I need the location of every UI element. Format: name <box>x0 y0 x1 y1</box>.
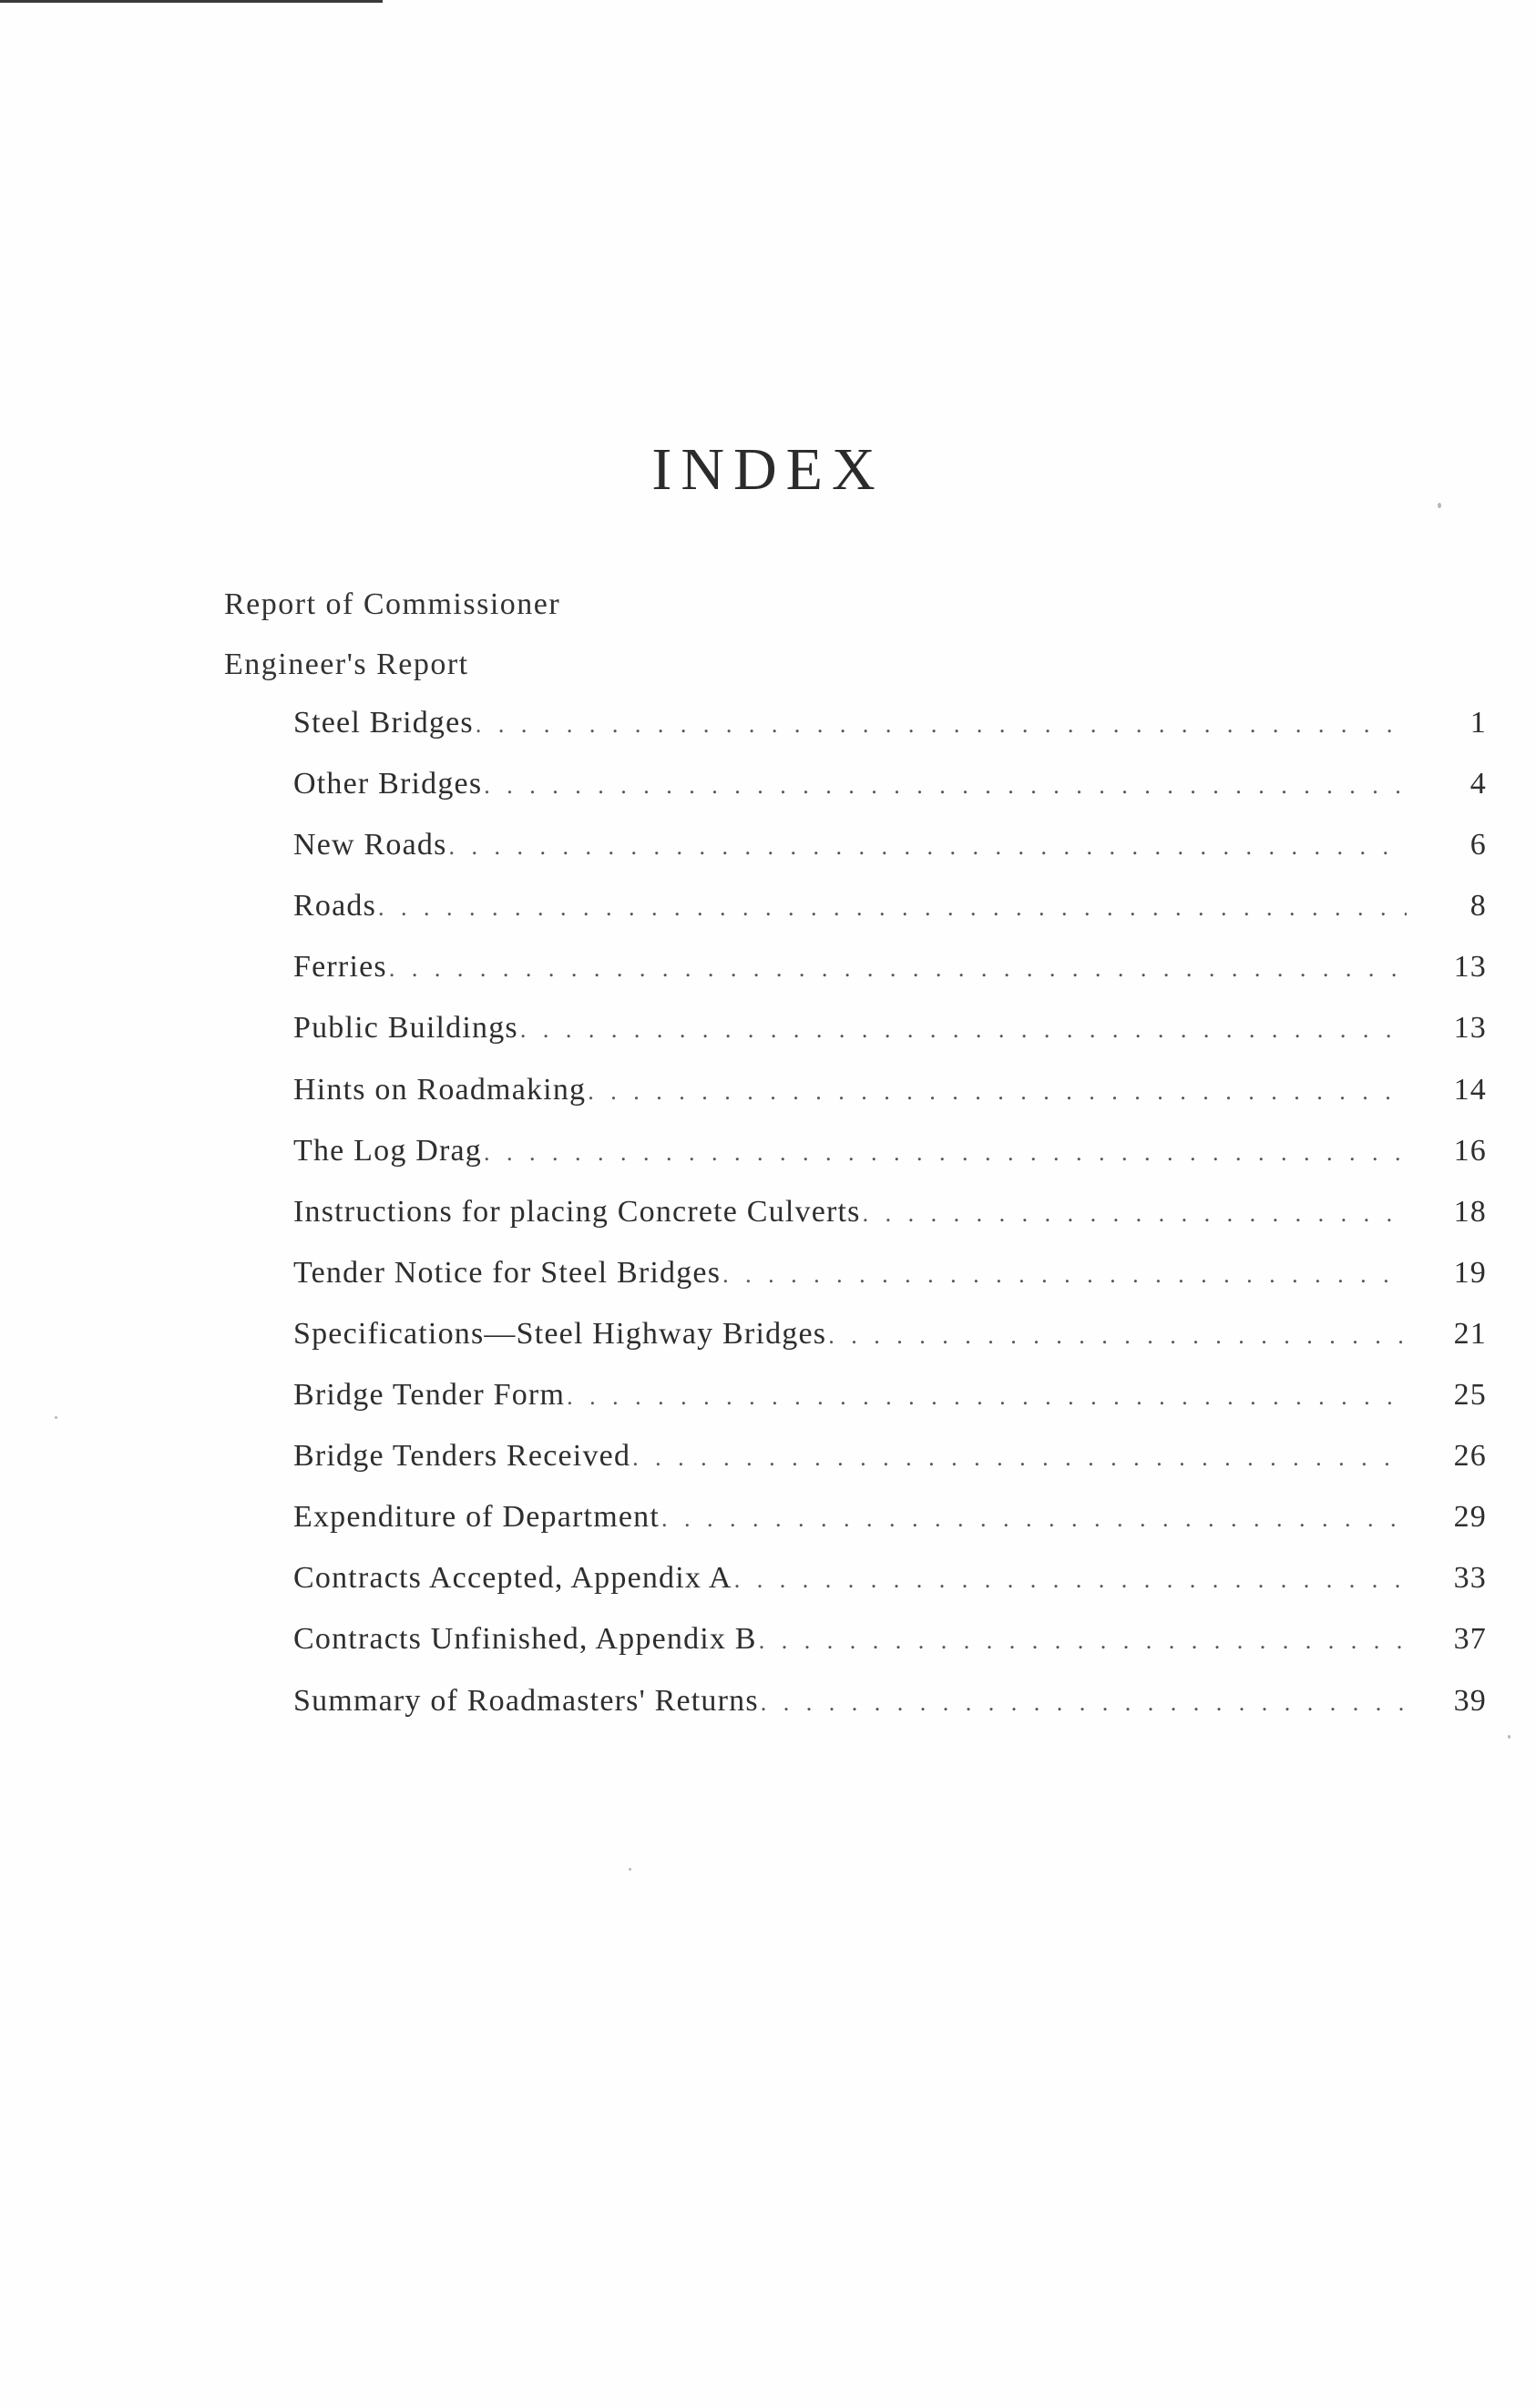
dot-leader <box>828 1322 1407 1350</box>
index-entry <box>293 1134 1487 1195</box>
dot-leader <box>484 772 1407 800</box>
index-entry <box>293 828 1487 889</box>
dot-leader <box>476 711 1407 739</box>
index-entry <box>293 889 1487 950</box>
dot-leader <box>632 1444 1407 1472</box>
index-entry <box>293 950 1487 1011</box>
index-entry <box>293 1622 1487 1683</box>
index-entry <box>293 767 1487 828</box>
entry-page-number: 39 <box>1453 1683 1487 1718</box>
entry-label: Public Buildings <box>293 1011 518 1046</box>
dot-leader <box>722 1261 1407 1289</box>
scan-speck <box>55 1416 57 1419</box>
section-heading-commissioner: Report of Commissioner <box>224 587 561 621</box>
index-entry <box>293 1500 1487 1561</box>
entry-label: Tender Notice for Steel Bridges <box>293 1255 722 1290</box>
entry-page-number: 26 <box>1453 1439 1487 1474</box>
dot-leader <box>484 1139 1407 1167</box>
dot-leader <box>567 1383 1407 1411</box>
entry-label: Expenditure of Department <box>293 1500 660 1535</box>
entry-label: Contracts Unfinished, Appendix B <box>293 1622 757 1657</box>
entry-label: Roads <box>293 889 376 923</box>
index-entry <box>293 1317 1487 1378</box>
entry-label: Bridge Tender Form <box>293 1378 566 1413</box>
entry-label: Other Bridges <box>293 767 483 801</box>
top-edge-rule <box>0 0 383 3</box>
entry-label: Steel Bridges <box>293 706 474 740</box>
entry-page-number: 6 <box>1469 828 1487 862</box>
dot-leader <box>863 1200 1407 1228</box>
index-entry <box>293 1073 1487 1134</box>
index-entry <box>293 1256 1487 1317</box>
entry-label: Bridge Tenders Received <box>293 1439 631 1474</box>
entry-page-number: 1 <box>1469 706 1487 740</box>
index-entry <box>293 1439 1487 1500</box>
entry-label: Contracts Accepted, Appendix A <box>293 1561 732 1596</box>
entry-page-number: 14 <box>1453 1072 1487 1107</box>
entry-label: Summary of Roadmasters' Returns <box>293 1683 759 1718</box>
entry-page-number: 4 <box>1469 767 1487 801</box>
scan-speck <box>629 1868 631 1871</box>
entry-label: Hints on Roadmaking <box>293 1072 587 1107</box>
dot-leader <box>389 955 1407 983</box>
entry-page-number: 8 <box>1469 889 1487 923</box>
entry-label: Instructions for placing Concrete Culverts <box>293 1194 861 1229</box>
dot-leader <box>449 833 1408 861</box>
index-entry <box>293 1378 1487 1439</box>
index-entry <box>293 1561 1487 1622</box>
dot-leader <box>734 1566 1407 1594</box>
entry-page-number: 13 <box>1453 950 1487 985</box>
index-entries <box>293 706 1487 1745</box>
entry-page-number: 16 <box>1453 1133 1487 1168</box>
entry-page-number: 29 <box>1453 1500 1487 1535</box>
entry-page-number: 25 <box>1453 1378 1487 1413</box>
entry-page-number: 37 <box>1453 1622 1487 1657</box>
index-entry <box>293 1195 1487 1256</box>
section-heading-engineer: Engineer's Report <box>224 648 469 681</box>
dot-leader <box>520 1016 1407 1044</box>
dot-leader <box>759 1627 1407 1655</box>
entry-label: The Log Drag <box>293 1133 482 1168</box>
dot-leader <box>378 894 1407 922</box>
dot-leader <box>588 1078 1407 1106</box>
index-entry <box>293 706 1487 767</box>
entry-page-number: 21 <box>1453 1316 1487 1351</box>
entry-page-number: 33 <box>1453 1561 1487 1596</box>
entry-page-number: 13 <box>1453 1011 1487 1046</box>
entry-label: Specifications—Steel Highway Bridges <box>293 1316 827 1351</box>
entry-label: Ferries <box>293 950 387 985</box>
entry-label: New Roads <box>293 828 447 862</box>
scan-speck <box>1508 1735 1510 1739</box>
entry-page-number: 18 <box>1453 1194 1487 1229</box>
index-entry <box>293 1011 1487 1072</box>
scan-speck <box>1438 503 1441 508</box>
page-title: INDEX <box>651 436 885 503</box>
dot-leader <box>761 1689 1407 1717</box>
entry-page-number: 19 <box>1453 1255 1487 1290</box>
dot-leader <box>661 1505 1407 1533</box>
index-entry <box>293 1684 1487 1745</box>
